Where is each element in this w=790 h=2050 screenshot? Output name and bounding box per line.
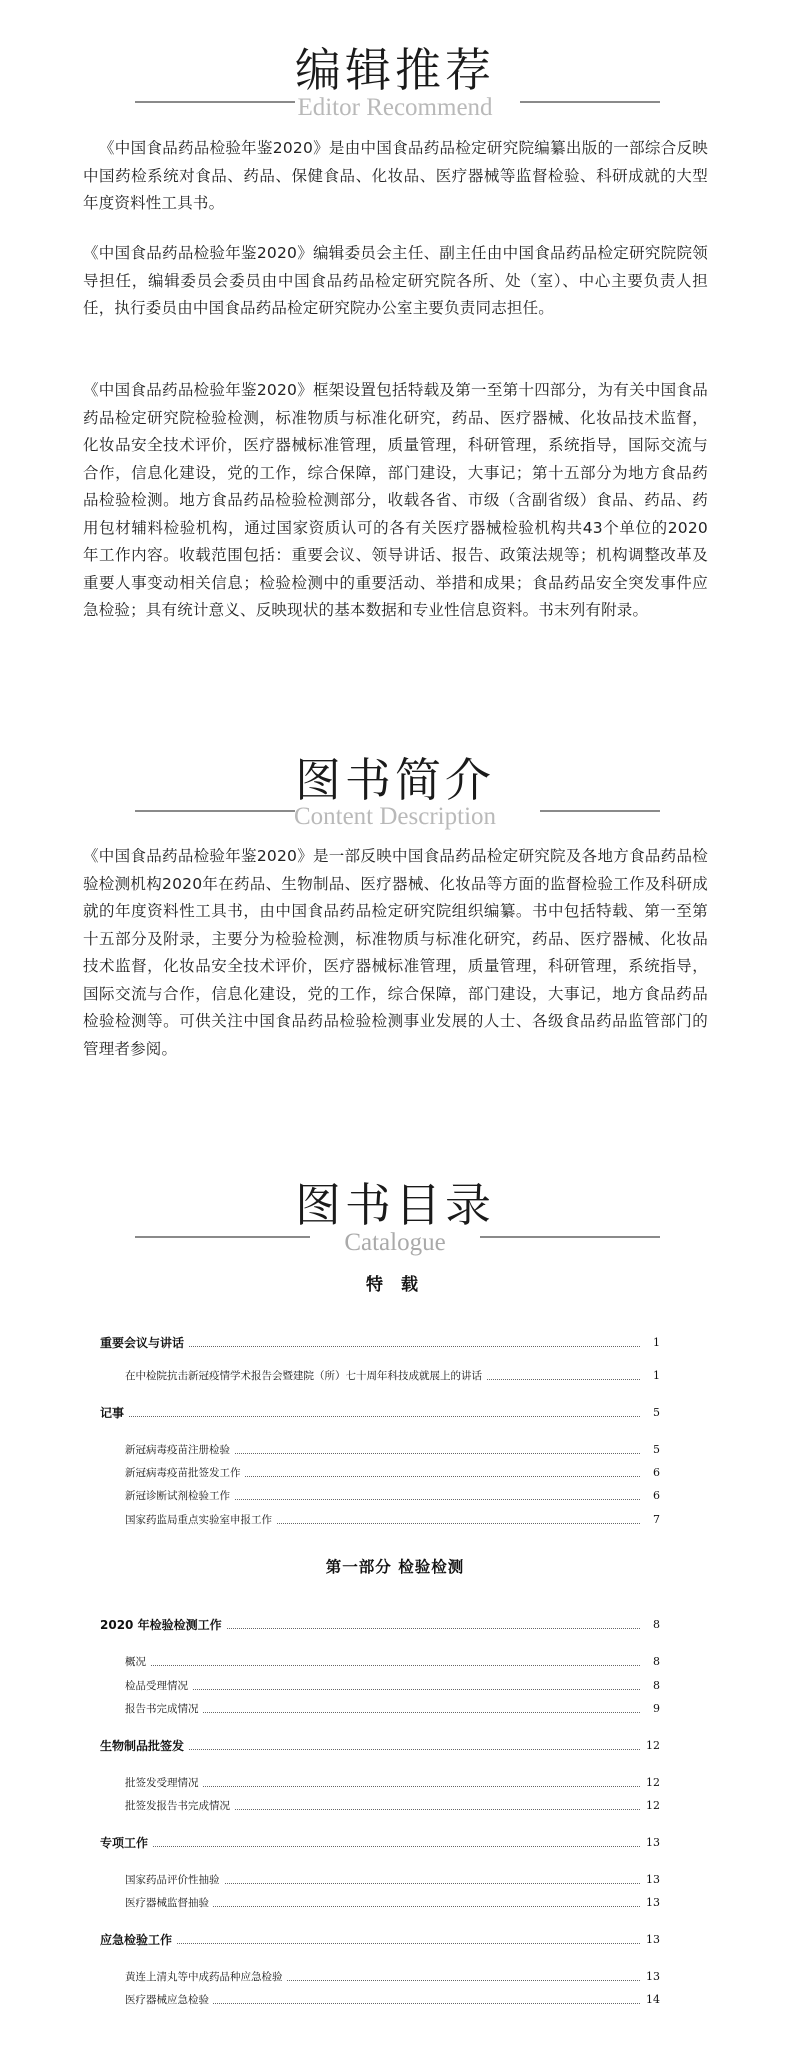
toc-chapter-row <box>0 1333 790 1353</box>
toc-page-number: 13 <box>646 1970 660 1983</box>
catalogue-subtitle: Catalogue <box>344 1229 446 1256</box>
toc-page-number: 6 <box>653 1489 660 1502</box>
toc-label: 批签发受理情况 <box>125 1773 203 1793</box>
toc-page-number: 9 <box>653 1702 660 1715</box>
toc-entry-row <box>0 1796 790 1816</box>
toc-label: 黄连上清丸等中成药品种应急检验 <box>125 1967 287 1987</box>
toc-label: 重要会议与讲话 <box>100 1333 188 1353</box>
content-description-subtitle: Content Description <box>293 803 497 830</box>
toc-chapter-row <box>0 1615 790 1635</box>
toc-label: 医疗器械监督抽验 <box>125 1893 213 1913</box>
toc-entry-row <box>0 1486 790 1506</box>
toc-entry-row <box>0 1773 790 1793</box>
toc-page-number: 13 <box>646 1933 660 1946</box>
toc-label: 2020 年检验检测工作 <box>100 1615 226 1635</box>
content-description-title: 图书简介 <box>295 753 495 807</box>
toc-label: 国家药品评价性抽验 <box>125 1870 224 1890</box>
toc-label: 记事 <box>100 1403 128 1423</box>
toc-page-number: 12 <box>646 1739 660 1752</box>
toc-page-number: 13 <box>646 1836 660 1849</box>
content-paragraph: 《中国食品药品检验年鉴2020》是一部反映中国食品药品检定研究院及各地方食品药品检验检测机构2020年在药品、生物制品、医疗器械、化妆品等方面的监督检验工作及科研成就的年度资料性工具书，由中国食品药品检定研究院组织编纂。书中包括特载、第一至第十五部分及附录，主要分为检验检测，标准物质与标准化研究，药品、医疗器械、化妆品技术监督，化妆品安全技术评价，医疗器械标准管理，质量管理，科研管理，系统指导，国际交流与合作，信息化建设，党的工作，综合保障，部门建设，大事记，地方食品药品检验检测等。可供关注中国食品药品检验检测事业发展的人士、各级食品药品监管部门的管理者参阅。 <box>83 847 708 1058</box>
toc-page-number: 8 <box>653 1655 660 1668</box>
toc-page-number: 5 <box>653 1406 660 1419</box>
toc-special-heading: 特 载 <box>366 1275 424 1295</box>
toc-page-number: 1 <box>653 1336 660 1349</box>
toc-page-number: 13 <box>646 1896 660 1909</box>
editor-paragraph-2: 《中国食品药品检验年鉴2020》编辑委员会主任、副主任由中国食品药品检定研究院院领导担任，编辑委员会委员由中国食品药品检定研究院各所、处（室）、中心主要负责人担任，执行委员由中国食品药品检定研究院办公室主要负责同志担任。 <box>83 244 708 317</box>
editor-recommend-title: 编辑推荐 <box>295 43 495 97</box>
toc-entry-row <box>0 1463 790 1483</box>
toc-page-number: 13 <box>646 1873 660 1886</box>
toc-chapter-row <box>0 1403 790 1423</box>
editor-paragraph-3: 《中国食品药品检验年鉴2020》框架设置包括特载及第一至第十四部分，为有关中国食品药品检定研究院检验检测，标准物质与标准化研究，药品、医疗器械、化妆品技术监督，化妆品安全技术评价，医疗器械标准管理，质量管理，科研管理，系统指导，国际交流与合作，信息化建设，党的工作，综合保障，部门建设，大事记；第十五部分为地方食品药品检验检测。地方食品药品检验检测部分，收载各省、市级（含副省级）食品、药品、药用包材辅料检验机构，通过国家资质认可的各有关医疗器械检验机构共43个单位的2020年工作内容。收载范围包括：重要会议、领导讲话、报告、政策法规等；机构调整改革及重要人事变动相关信息；检验检测中的重要活动、举措和成果；食品药品安全突发事件应急检验；具有统计意义、反映现状的基本数据和专业性信息资料。书末列有附录。 <box>83 381 708 619</box>
dot-leader <box>100 1943 640 1944</box>
toc-entry-row <box>0 1652 790 1672</box>
dot-leader <box>125 1665 640 1666</box>
toc-label: 检品受理情况 <box>125 1676 192 1696</box>
toc-page-number: 12 <box>646 1799 660 1812</box>
toc-page-number: 7 <box>653 1513 660 1526</box>
toc-chapter-row <box>0 1833 790 1853</box>
dot-leader <box>125 1689 640 1690</box>
toc-entry-row <box>0 1967 790 1987</box>
toc-entry-row <box>0 1440 790 1460</box>
dot-leader <box>100 1416 640 1417</box>
toc-page-number: 1 <box>653 1369 660 1382</box>
catalogue-title: 图书目录 <box>295 1178 495 1232</box>
editor-paragraph-1: 《中国食品药品检验年鉴2020》是由中国食品药品检定研究院编纂出版的一部综合反映中国药检系统对食品、药品、保健食品、化妆品、医疗器械等监督检验、科研成就的大型年度资料性工具书。 <box>83 139 708 212</box>
toc-page-number: 6 <box>653 1466 660 1479</box>
toc-chapter-row <box>0 1736 790 1756</box>
toc-page-number: 12 <box>646 1776 660 1789</box>
toc-label: 生物制品批签发 <box>100 1736 188 1756</box>
toc-label: 应急检验工作 <box>100 1930 176 1950</box>
toc-page-number: 5 <box>653 1443 660 1456</box>
toc-page-number: 8 <box>653 1679 660 1692</box>
toc-entry-row <box>0 1366 790 1386</box>
dot-leader <box>100 1846 640 1847</box>
toc-page-number: 14 <box>646 1993 660 2006</box>
toc-page-number: 8 <box>653 1618 660 1631</box>
toc-entry-row <box>0 1510 790 1530</box>
toc-label: 专项工作 <box>100 1833 152 1853</box>
toc-part1-heading: 第一部分 检验检测 <box>325 1557 465 1576</box>
editor-recommend-subtitle: Editor Recommend <box>297 94 493 121</box>
toc-label: 新冠诊断试剂检验工作 <box>125 1486 234 1506</box>
toc-entry-row <box>0 1990 790 2010</box>
toc-label: 概况 <box>125 1652 150 1672</box>
toc-entry-row <box>0 1870 790 1890</box>
toc-entry-row <box>0 1676 790 1696</box>
toc-entry-row <box>0 1699 790 1719</box>
toc-label: 国家药监局重点实验室申报工作 <box>125 1510 276 1530</box>
toc-entry-row <box>0 1893 790 1913</box>
toc-label: 新冠病毒疫苗批签发工作 <box>125 1463 245 1483</box>
toc-chapter-row <box>0 1930 790 1950</box>
toc-label: 医疗器械应急检验 <box>125 1990 213 2010</box>
toc-label: 报告书完成情况 <box>125 1699 203 1719</box>
toc-label: 新冠病毒疫苗注册检验 <box>125 1440 234 1460</box>
toc-label: 批签发报告书完成情况 <box>125 1796 234 1816</box>
toc-label: 在中检院抗击新冠疫情学术报告会暨建院（所）七十周年科技成就展上的讲话 <box>125 1366 486 1386</box>
